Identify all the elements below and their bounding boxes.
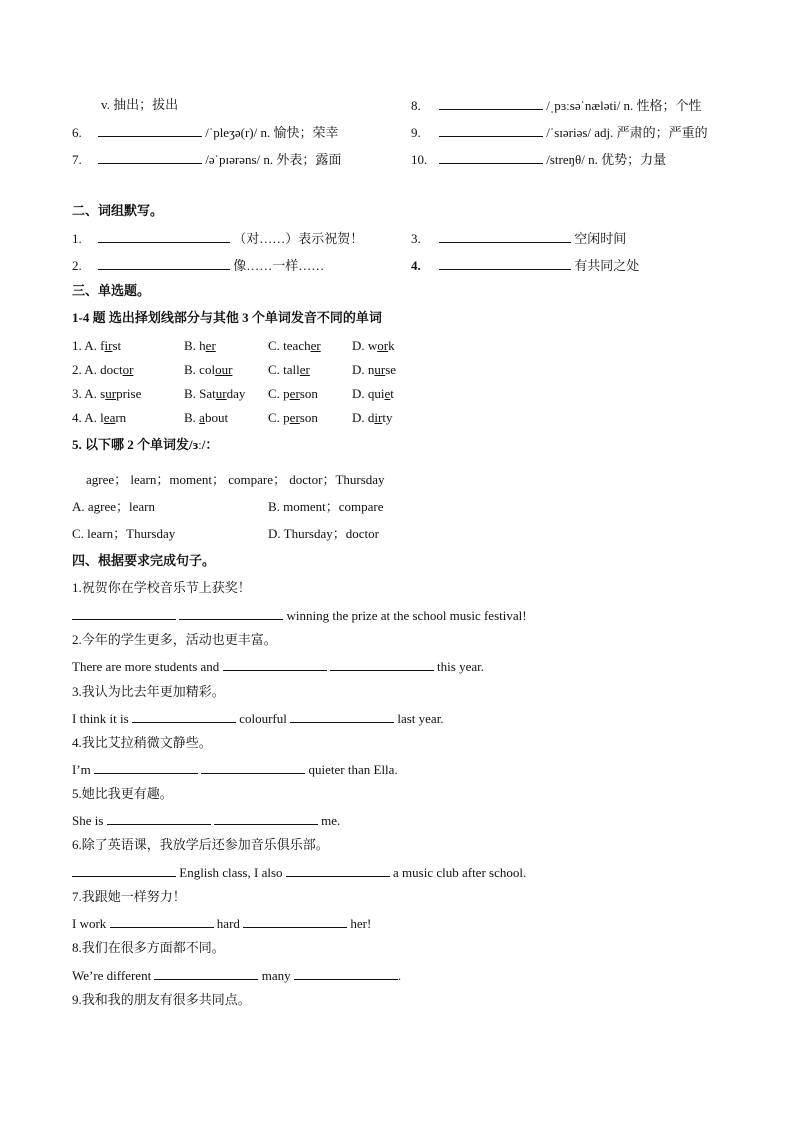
answer-blank[interactable] (98, 124, 202, 137)
sentence-5-english (72, 812, 340, 829)
section-4-title: 四、根据要求完成句子。 (72, 553, 216, 568)
word-part: D. w (352, 338, 378, 353)
word-part: f (100, 338, 105, 353)
word-part: s (100, 386, 106, 401)
word-part: son (299, 410, 318, 425)
answer-blank[interactable] (439, 124, 543, 137)
underlined-part: our (215, 362, 233, 377)
question-number: 3. A. (72, 386, 101, 401)
answer-blank[interactable] (439, 97, 543, 110)
phrase-item-1 (72, 230, 363, 247)
phrase-item-4 (411, 257, 639, 274)
underlined-part: er (289, 386, 300, 401)
word-part: se (385, 362, 397, 377)
question-2-option-b (184, 362, 232, 378)
question-4-option-a (72, 410, 126, 426)
answer-blank[interactable] (286, 864, 390, 877)
answer-blank[interactable] (132, 710, 236, 723)
vocab-number: 7. (72, 152, 82, 167)
underlined-part: ur (105, 386, 117, 401)
question-1-option-a (72, 338, 121, 354)
word-part: day (226, 386, 246, 401)
sentence-text: We’re different (72, 968, 152, 983)
sentence-text: a music club after school. (393, 865, 527, 880)
word-part: prise (116, 386, 142, 401)
answer-blank[interactable] (330, 658, 434, 671)
question-2-option-a (72, 362, 133, 378)
word-part: B. (184, 410, 200, 425)
question-5-option-b: B. moment；compare (268, 499, 384, 514)
question-5-title: 5. 以下哪 2 个单词发/ɜː/： (72, 437, 219, 452)
word-part: D. d (352, 410, 375, 425)
vocab-number: 9. (411, 125, 421, 140)
answer-blank[interactable] (439, 151, 543, 164)
underlined-part: ea (103, 410, 116, 425)
vocab-item-7 (72, 151, 341, 168)
question-1-option-b (184, 338, 216, 354)
sentence-text: I think it is (72, 711, 129, 726)
answer-blank[interactable] (110, 915, 214, 928)
underlined-part: er (289, 410, 300, 425)
word-part: C. teach (268, 338, 311, 353)
underlined-part: ur (374, 362, 386, 377)
answer-blank[interactable] (98, 230, 230, 243)
vocab-number: 8. (411, 98, 421, 113)
question-4-option-d (352, 410, 392, 426)
answer-blank[interactable] (223, 658, 327, 671)
answer-blank[interactable] (98, 151, 202, 164)
sentence-text: There are more students and (72, 659, 220, 674)
sentence-text: I work (72, 916, 107, 931)
vocab-item-5-definition: v. 抽出；拔出 (101, 97, 179, 112)
answer-blank[interactable] (94, 761, 198, 774)
sentence-6-chinese: 6.除了英语课，我放学后还参加音乐俱乐部。 (72, 837, 329, 852)
word-part: bout (204, 410, 229, 425)
phrase-text: 像……一样…… (233, 258, 325, 273)
word-part: doct (100, 362, 123, 377)
question-number: 1. A. (72, 338, 101, 353)
underlined-part: ir (104, 338, 113, 353)
answer-blank[interactable] (72, 607, 176, 620)
phrase-number: 1. (72, 231, 82, 246)
sentence-text: many (261, 968, 291, 983)
answer-blank[interactable] (294, 967, 398, 980)
sentence-4-english (72, 761, 398, 778)
word-part: k (388, 338, 395, 353)
sentence-text: hard (216, 916, 240, 931)
sentence-text: quieter than Ella. (308, 762, 398, 777)
vocab-definition: /ˈpleʒə(r)/ n. 愉快；荣幸 (205, 125, 339, 140)
word-part: C. p (268, 410, 290, 425)
sentence-text: winning the prize at the school music festival! (286, 608, 527, 623)
underlined-part: e (384, 386, 391, 401)
question-3-option-a (72, 386, 141, 402)
question-3-option-d (352, 386, 394, 402)
word-part: D. n (352, 362, 375, 377)
vocab-definition: /əˈpɪərəns/ n. 外表；露面 (205, 152, 342, 167)
vocab-definition: /ˈsɪəriəs/ adj. 严肃的；严重的 (546, 125, 708, 140)
question-2-option-c (268, 362, 310, 378)
question-3-option-b (184, 386, 245, 402)
answer-blank[interactable] (243, 915, 347, 928)
question-5-option-a: A. agree；learn (72, 499, 156, 514)
sentence-text: . (397, 968, 402, 983)
answer-blank[interactable] (72, 864, 176, 877)
phrase-number: 4. (411, 258, 421, 273)
word-part: t (390, 386, 394, 401)
section-2-title: 二、词组默写。 (72, 203, 164, 218)
word-part: son (299, 386, 318, 401)
word-part: D. qui (352, 386, 385, 401)
phrase-text: 有共同之处 (574, 258, 640, 273)
section-3-title: 三、单选题。 (72, 283, 151, 298)
sentence-3-chinese: 3.我认为比去年更加精彩。 (72, 684, 225, 699)
sentence-1-english (72, 607, 527, 624)
sentence-4-chinese: 4.我比艾拉稍微文静些。 (72, 735, 212, 750)
sentence-text: She is (72, 813, 104, 828)
word-part: rn (115, 410, 127, 425)
vocab-definition: /ˌpɜːsəˈnæləti/ n. 性格；个性 (546, 98, 702, 113)
question-1-option-c (268, 338, 321, 354)
sentence-text: this year. (437, 659, 484, 674)
question-4-option-b (184, 410, 228, 426)
vocab-definition: /streŋθ/ n. 优势；力量 (546, 152, 667, 167)
question-number: 2. A. (72, 362, 101, 377)
word-part: B. h (184, 338, 206, 353)
underlined-part: ir (374, 410, 383, 425)
sentence-6-english (72, 864, 526, 881)
word-part: C. p (268, 386, 290, 401)
sentence-7-chinese: 7.我跟她一样努力！ (72, 889, 186, 904)
section-3-instruction: 1-4 题 选出择划线部分与其他 3 个单词发音不同的单词 (72, 310, 382, 325)
question-1-option-d (352, 338, 395, 354)
question-4-option-c (268, 410, 318, 426)
answer-blank[interactable] (201, 761, 305, 774)
phrase-text: （对……）表示祝贺！ (233, 231, 364, 246)
answer-blank[interactable] (290, 710, 394, 723)
sentence-text: her! (350, 916, 372, 931)
sentence-7-english (72, 915, 371, 932)
word-part: C. tall (268, 362, 300, 377)
sentence-text: me. (321, 813, 341, 828)
phrase-number: 2. (72, 258, 82, 273)
underlined-part: ur (215, 386, 227, 401)
answer-blank[interactable] (439, 230, 571, 243)
vocab-item-6 (72, 124, 338, 141)
answer-blank[interactable] (214, 812, 318, 825)
phrase-item-2 (72, 257, 324, 274)
sentence-3-english (72, 710, 444, 727)
answer-blank[interactable] (179, 607, 283, 620)
answer-blank[interactable] (107, 812, 211, 825)
underlined-part: a (199, 410, 205, 425)
question-5-word-list: agree； learn；moment； compare； doctor；Thursday (86, 472, 385, 487)
underlined-part: er (310, 338, 321, 353)
vocab-item-9 (411, 124, 708, 141)
answer-blank[interactable] (98, 257, 230, 270)
vocab-number: 10. (411, 152, 428, 167)
underlined-part: er (299, 362, 310, 377)
vocab-item-10 (411, 151, 666, 168)
word-part: ty (382, 410, 393, 425)
question-2-option-d (352, 362, 396, 378)
phrase-number: 3. (411, 231, 421, 246)
phrase-item-3 (411, 230, 626, 247)
sentence-text: last year. (397, 711, 444, 726)
question-3-option-c (268, 386, 318, 402)
word-part: B. Sat (184, 386, 216, 401)
underlined-part: er (205, 338, 216, 353)
word-part: l (100, 410, 104, 425)
sentence-text: I’m (72, 762, 91, 777)
word-part: st (112, 338, 122, 353)
answer-blank[interactable] (154, 967, 258, 980)
sentence-1-chinese: 1.祝贺你在学校音乐节上获奖！ (72, 580, 251, 595)
question-5-option-d: D. Thursday；doctor (268, 526, 379, 541)
vocab-item-8 (411, 97, 702, 114)
vocab-number: 6. (72, 125, 82, 140)
sentence-text: colourful (239, 711, 287, 726)
sentence-2-english (72, 658, 484, 675)
sentence-5-chinese: 5.她比我更有趣。 (72, 786, 173, 801)
word-part: B. col (184, 362, 216, 377)
sentence-text: English class, I also (179, 865, 283, 880)
sentence-9-chinese: 9.我和我的朋友有很多共同点。 (72, 992, 251, 1007)
underlined-part: or (377, 338, 389, 353)
question-number: 4. A. (72, 410, 101, 425)
sentence-8-chinese: 8.我们在很多方面都不同。 (72, 940, 225, 955)
underlined-part: or (122, 362, 134, 377)
sentence-2-chinese: 2.今年的学生更多，活动也更丰富。 (72, 632, 277, 647)
question-5-option-c: C. learn；Thursday (72, 526, 176, 541)
sentence-8-english (72, 967, 401, 984)
answer-blank[interactable] (439, 257, 571, 270)
phrase-text: 空闲时间 (574, 231, 627, 246)
